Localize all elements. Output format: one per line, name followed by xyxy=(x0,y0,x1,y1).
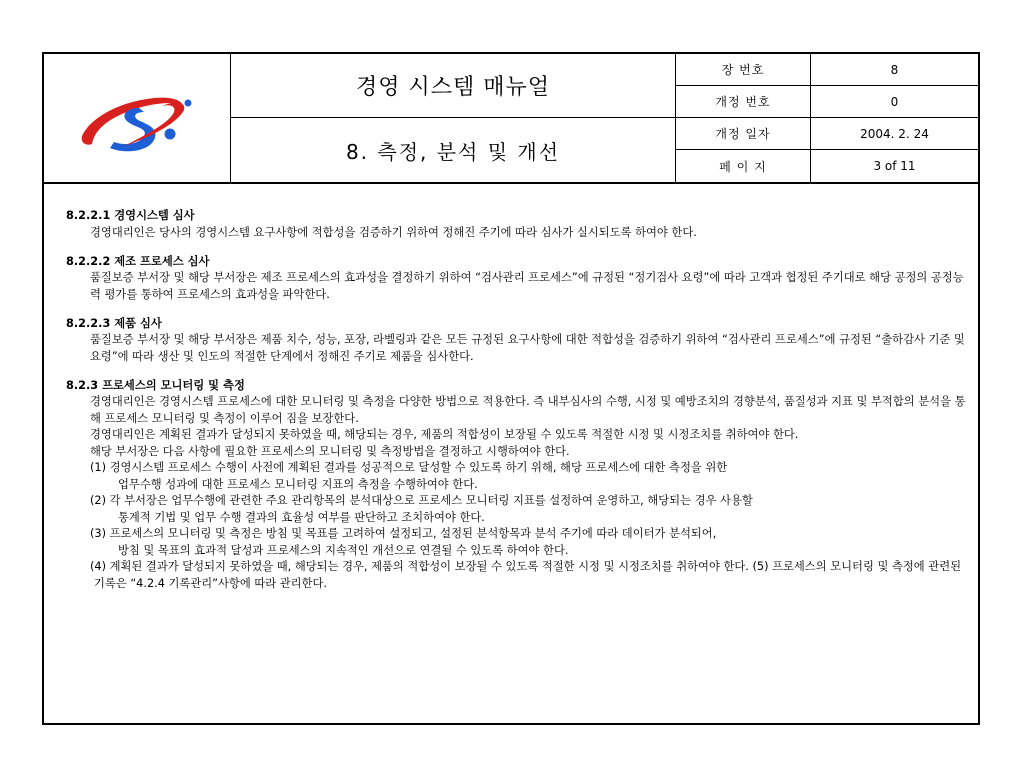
chapter-title: 8. 측정, 분석 및 개선 xyxy=(345,139,561,164)
document-frame xyxy=(42,52,980,725)
chapter-title-cell xyxy=(231,118,676,182)
info-row-revision xyxy=(676,86,978,118)
section-text: 경영대리인은 당사의 경영시스템 요구사항에 적합성을 검증하기 위하여 정해진 주기에 따라 심사가 실시되도록 하여야 한다. xyxy=(90,225,697,239)
paragraph: 경영대리인은 경영시스템 프로세스에 대한 모니터링 및 측정을 다양한 방법으로 적용한다. 즉 내부심사의 수행, 시정 및 예방조치의 경향분석, 품질성과 지표 및 부적합의 분석을 통해 프로세스 모니터링 및 측정이 이루어 짐을 보장한다. xyxy=(90,395,966,425)
section-heading: 8.2.2.3 제품 심사 xyxy=(66,316,162,330)
list-item: (1) 경영시스템 프로세스 수행이 사전에 계획된 결과를 성공적으로 달성할 수 있도록 하기 위해, 해당 프로세스에 대한 측정을 위한 xyxy=(90,461,728,474)
company-logo xyxy=(44,54,230,182)
list-item: (3) 프로세스의 모니터링 및 측정은 방침 및 목표를 고려하여 설정되고, 설정된 분석항목과 분석 주기에 따라 데이터가 분석되어, xyxy=(90,527,717,540)
list-item-continuation: 방침 및 목표의 효과적 달성과 프로세스의 지속적인 개선으로 연결될 수 있도록 하여야 한다. xyxy=(118,543,569,557)
manual-title: 경영 시스템 매뉴얼 xyxy=(355,75,550,100)
info-row-chapter xyxy=(676,54,978,86)
section-text: 품질보증 부서장 및 해당 부서장은 제품 치수, 성능, 포장, 라벨링과 같은 모든 규정된 요구사항에 대한 적합성을 검증하기 위하여 “검사관리 프로세스”에 규정된 “출하감사 기준 및 요령”에 따라 생산 및 인도의 적절한 단계에서 정해진 주기로 제품을 심사한다. xyxy=(90,333,965,363)
section-heading: 8.2.2.2 제조 프로세스 심사 xyxy=(66,254,210,268)
section-product-audit xyxy=(66,316,971,366)
info-value: 3 of 11 xyxy=(873,159,916,173)
list-item: (4) 계획된 결과가 달성되지 못하였을 때, 해당되는 경우, 제품의 적합성이 보장될 수 있도록 적절한 시정 및 시정조치를 취하여야 한다. (5) 프로세스의 모니터링 및 측정에 관련된 기록은 “4.2.4 기록관리”사항에 따라 관리한다. xyxy=(90,560,962,590)
list-item: (2) 각 부서장은 업무수행에 관련한 주요 관리항목의 분석대상으로 프로세스 모니터링 지표를 설정하여 운영하고, 해당되는 경우 사용할 xyxy=(90,494,753,507)
info-row-date xyxy=(676,118,978,150)
info-value: 0 xyxy=(890,94,899,109)
info-label: 장 번호 xyxy=(676,54,811,85)
list-item-continuation: 업무수행 성과에 대한 프로세스 모니터링 지표의 측정을 수행하여야 한다. xyxy=(118,477,478,491)
section-heading: 8.2.2.1 경영시스템 심사 xyxy=(66,209,195,222)
document-header xyxy=(44,54,978,184)
info-label: 개정 번호 xyxy=(676,86,811,117)
info-label: 개정 일자 xyxy=(676,118,811,149)
logo-cell xyxy=(44,54,231,182)
section-system-audit xyxy=(66,208,971,241)
section-heading: 8.2.3 프로세스의 모니터링 및 측정 xyxy=(66,378,245,392)
list-item-continuation: 통계적 기법 및 업무 수행 결과의 효율성 여부를 판단하고 조치하여야 한다. xyxy=(118,510,485,524)
manual-title-cell xyxy=(231,54,676,118)
logo-dot-small xyxy=(185,100,192,107)
logo-dot-large xyxy=(165,129,176,140)
section-process-audit xyxy=(66,254,971,304)
paragraph: 해당 부서장은 다음 사항에 필요한 프로세스의 모니터링 및 측정방법을 결정하고 시행하여야 한다. xyxy=(90,444,570,458)
section-process-monitoring xyxy=(66,378,971,593)
info-value: 8 xyxy=(890,62,899,77)
info-value: 2004. 2. 24 xyxy=(860,126,929,141)
info-label: 페 이 지 xyxy=(676,150,811,182)
paragraph: 경영대리인은 계획된 결과가 달성되지 못하였을 때, 해당되는 경우, 제품의 적합성이 보장될 수 있도록 적절한 시정 및 시정조치를 취하여야 한다. xyxy=(90,428,799,441)
document-body xyxy=(66,208,971,605)
section-text: 품질보증 부서장 및 해당 부서장은 제조 프로세스의 효과성을 결정하기 위하여 “검사관리 프로세스”에 규정된 “정기검사 요령”에 따라 고객과 협정된 주기대로 해당 공정의 공정능력 평가를 통하여 프로세스의 효과성을 파악한다. xyxy=(90,271,964,301)
info-row-page xyxy=(676,150,978,182)
